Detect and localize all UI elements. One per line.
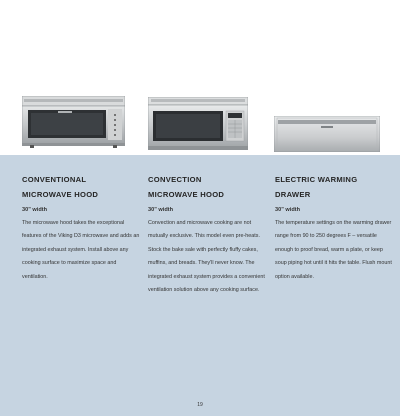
product-conventional-microwave-hood bbox=[22, 172, 140, 284]
product-title-line1: ELECTRIC WARMING bbox=[275, 175, 358, 184]
product-description: The temperature settings on the warming drawer range from 90 to 250 degrees F – versatile enough to proof bread, warm a plate, or keep soup piping hot until it hits the table. Flush mount option available. bbox=[275, 220, 392, 280]
product-width: 30" width bbox=[22, 207, 48, 213]
conventional-microwave-hood-image bbox=[22, 96, 125, 148]
product-description: Convection and microwave cooking are not mutually exclusive. This model even pre-heats. Stock the bake sale with perfectly fluffy cakes, muffins, and breads. They'll never know. The integrated exhaust system provides a convenient ventilation solution above any cooking surface. bbox=[148, 220, 265, 294]
electric-warming-drawer-image bbox=[274, 116, 380, 152]
product-title-line1: CONVENTIONAL bbox=[22, 175, 87, 184]
product-width: 30" width bbox=[148, 207, 174, 213]
product-title-line2: DRAWER bbox=[275, 190, 311, 199]
product-title bbox=[22, 172, 140, 202]
product-title bbox=[148, 172, 266, 202]
product-width: 30" width bbox=[275, 207, 301, 213]
product-title-line2: MICROWAVE HOOD bbox=[22, 190, 99, 199]
product-title-line1: CONVECTION bbox=[148, 175, 202, 184]
convection-microwave-hood-image bbox=[148, 97, 248, 150]
product-convection-microwave-hood bbox=[148, 172, 266, 297]
product-title bbox=[275, 172, 393, 202]
product-title-line2: MICROWAVE HOOD bbox=[148, 190, 225, 199]
product-electric-warming-drawer bbox=[275, 172, 393, 284]
page-number: 19 bbox=[197, 402, 203, 408]
product-description: The microwave hood takes the exceptional features of the Viking D3 microwave and adds an integrated exhaust system. Install above any cooking surface to maximize space and ventilation. bbox=[22, 220, 140, 280]
